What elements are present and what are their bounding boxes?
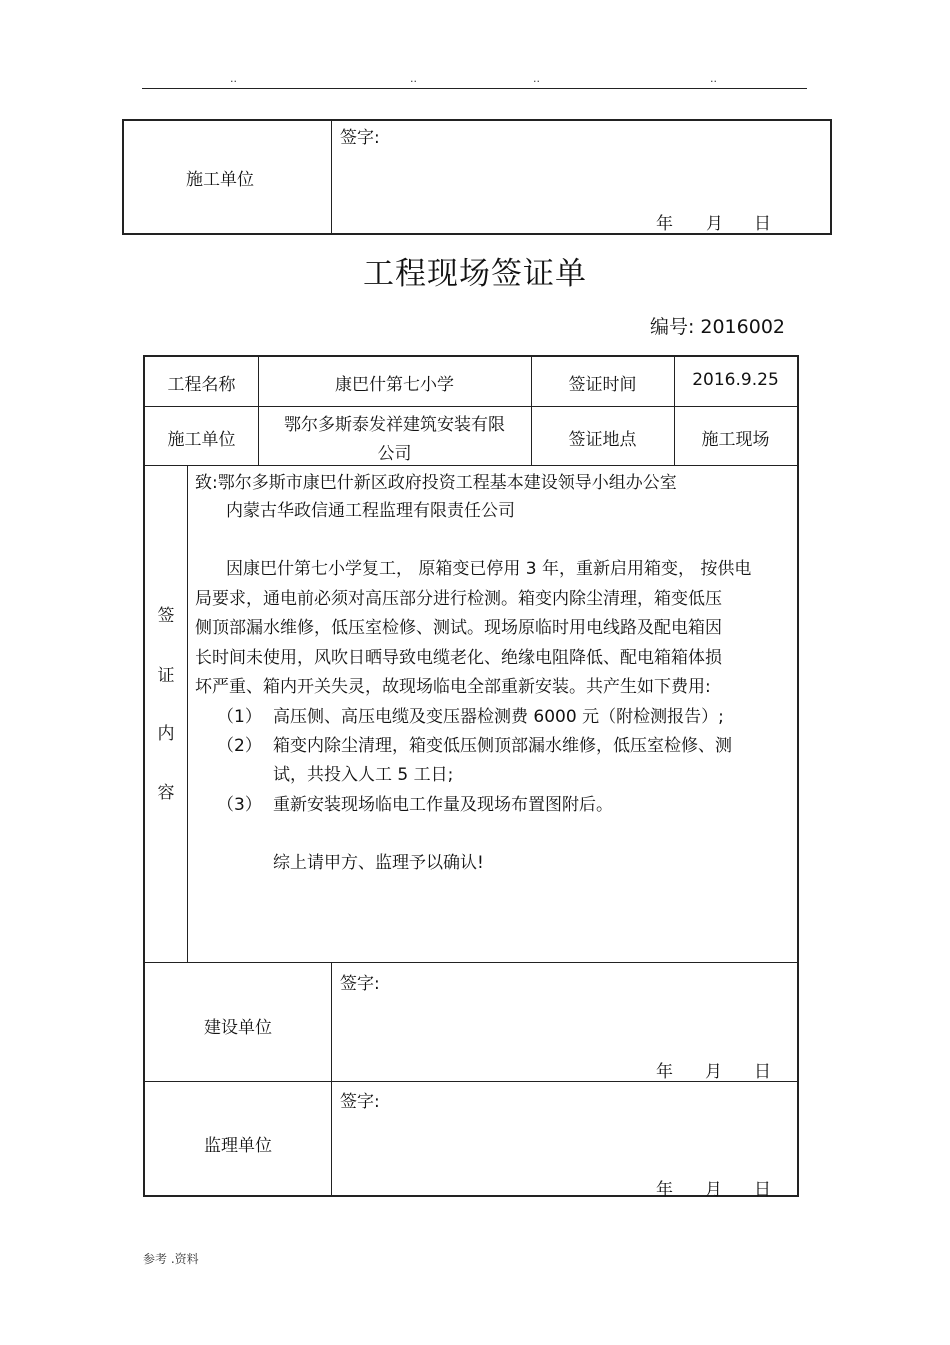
item-text: 箱变内除尘清理，箱变低压侧顶部漏水维修，低压室检修、测 — [273, 736, 732, 756]
day-label: 日 — [754, 214, 771, 234]
addressee-line: 致:鄂尔多斯市康巴什新区政府投资工程基本建设领导小组办公室 — [195, 473, 677, 493]
project-name-label: 工程名称 — [167, 375, 236, 395]
body-line: 因康巴什第七小学复工， 原箱变已停用 3 年，重新启用箱变， 按供电 — [226, 559, 752, 579]
body-line: 长时间未使用，风吹日晒导致电缆老化、绝缘电阻降低、配电箱箱体损 — [195, 648, 722, 668]
supervisor-month: 月 — [705, 1180, 722, 1200]
row-divider — [145, 406, 797, 407]
owner-sign-label: 签字: — [340, 974, 380, 994]
owner-year: 年 — [656, 1062, 673, 1082]
content-side-char: 内 — [157, 724, 175, 744]
visa-time-label: 签证时间 — [568, 375, 637, 395]
supervisor-sign-label: 签字: — [340, 1092, 380, 1112]
contractor-label: 施工单位 — [167, 430, 236, 450]
contractor-value-line2: 公司 — [377, 444, 412, 464]
supervisor-unit-label: 监理单位 — [204, 1136, 272, 1156]
item-text: 重新安装现场临电工作量及现场布置图附后。 — [273, 795, 613, 815]
header-rule — [142, 88, 807, 89]
divider — [331, 121, 332, 233]
owner-unit-label: 建设单位 — [204, 1018, 272, 1038]
col-divider — [331, 962, 332, 1197]
owner-day: 日 — [754, 1062, 771, 1082]
row-divider — [145, 1081, 797, 1082]
col-divider — [187, 465, 188, 962]
content-side-char: 证 — [157, 666, 175, 686]
body-line: 坏严重、箱内开关失灵，故现场临电全部重新安装。共产生如下费用: — [195, 677, 711, 697]
item-number: （1） — [217, 707, 262, 727]
footer-note: 参考 .资料 — [143, 1252, 199, 1266]
supervisor-day: 日 — [754, 1180, 771, 1200]
page-title: 工程现场签证单 — [363, 256, 587, 292]
visa-place-label: 签证地点 — [568, 430, 637, 450]
visa-time-value: 2016.9.25 — [692, 370, 779, 390]
year-label: 年 — [656, 214, 673, 234]
header-dot: .. — [410, 72, 417, 85]
item-text: 试，共投入人工 5 工日; — [273, 765, 454, 785]
supervisor-year: 年 — [656, 1180, 673, 1200]
contractor-value-line1: 鄂尔多斯泰发祥建筑安装有限 — [284, 415, 505, 435]
content-side-char: 容 — [157, 783, 175, 803]
owner-month: 月 — [705, 1062, 722, 1082]
header-dot: .. — [710, 72, 717, 85]
item-text: 高压侧、高压电缆及变压器检测费 6000 元（附检测报告）; — [273, 707, 724, 727]
header-dot: .. — [533, 72, 540, 85]
visa-table — [143, 355, 799, 1200]
top-sign-table — [122, 119, 832, 235]
item-number: （2） — [217, 736, 262, 756]
unit-label: 施工单位 — [186, 170, 254, 190]
month-label: 月 — [706, 214, 723, 234]
sign-label: 签字: — [340, 128, 380, 148]
row-divider — [145, 962, 797, 963]
document-number: 编号: 2016002 — [649, 316, 785, 338]
project-name-value: 康巴什第七小学 — [335, 375, 454, 395]
body-line: 局要求，通电前必须对高压部分进行检测。箱变内除尘清理，箱变低压 — [195, 589, 722, 609]
content-side-char: 签 — [157, 606, 175, 626]
header-dot: .. — [230, 72, 237, 85]
body-line: 侧顶部漏水维修，低压室检修、测试。现场原临时用电线路及配电箱因 — [195, 618, 722, 638]
addressee-line-2: 内蒙古华政信通工程监理有限责任公司 — [226, 501, 515, 521]
row-divider — [145, 465, 797, 466]
visa-place-value: 施工现场 — [701, 430, 770, 450]
item-number: （3） — [217, 795, 262, 815]
closing-line: 综上请甲方、监理予以确认! — [273, 853, 484, 873]
